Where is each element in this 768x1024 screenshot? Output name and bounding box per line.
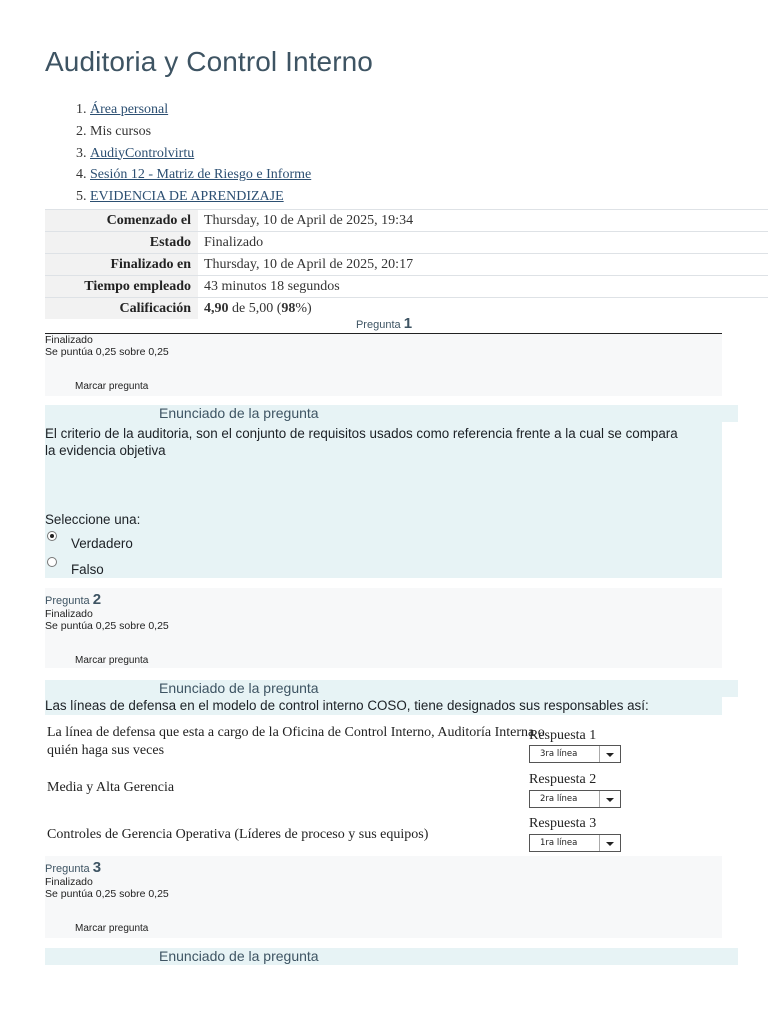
answer-option-verdadero[interactable]: [47, 531, 133, 551]
match-label: Controles de Gerencia Operativa (Líderes de proceso y sus equipos): [47, 827, 429, 842]
grade-end: %): [295, 300, 312, 316]
answer-select-2[interactable]: [529, 790, 621, 808]
question-3-number: [45, 859, 722, 876]
select-value: 3ra línea: [540, 749, 578, 759]
summary-label: Comenzado el: [45, 210, 198, 232]
enunciado-label: Enunciado de la pregunta: [159, 948, 319, 964]
question-text: El criterio de la auditoria, son el conjunto de requisitos usados como referencia frente a la cual se compara la evidencia objetiva: [45, 426, 678, 458]
summary-row-time: [45, 276, 768, 298]
summary-label: Tiempo empleado: [45, 276, 198, 298]
answer-select-3[interactable]: [529, 834, 621, 852]
select-value: 1ra línea: [540, 838, 578, 848]
breadcrumb-link[interactable]: AudiyControlvirtu: [90, 145, 195, 161]
question-1-content: [45, 422, 722, 578]
answer-label: Falso: [71, 562, 104, 577]
select-value: 2ra línea: [540, 794, 578, 804]
question-2-content: [45, 697, 722, 715]
enunciado-label: Enunciado de la pregunta: [159, 680, 319, 696]
question-prefix: Pregunta: [45, 863, 90, 875]
summary-row-state: [45, 232, 768, 254]
attempt-summary-table: [45, 209, 768, 319]
question-1-enunciado-header: [45, 405, 738, 422]
question-number: 1: [403, 315, 413, 332]
breadcrumb-link[interactable]: EVIDENCIA DE APRENDIZAJE: [90, 189, 284, 205]
match-label: Media y Alta Gerencia: [47, 780, 175, 795]
question-1-number: [0, 315, 768, 332]
flag-question-button[interactable]: Marcar pregunta: [75, 923, 149, 934]
breadcrumb-text: Mis cursos: [90, 123, 152, 139]
response-label: Respuesta 3: [529, 816, 597, 831]
question-1-info: [45, 334, 722, 396]
summary-label: Finalizado en: [45, 254, 198, 276]
question-2-info: [45, 588, 722, 668]
radio-unselected[interactable]: [47, 557, 57, 567]
question-number: 3: [92, 859, 102, 876]
breadcrumb-item-session[interactable]: [90, 164, 311, 186]
summary-row-finished: [45, 254, 768, 276]
breadcrumb-link[interactable]: Sesión 12 - Matriz de Riesgo e Informe: [90, 167, 312, 183]
question-status: Finalizado: [45, 334, 93, 346]
page-title: Auditoria y Control Interno: [45, 46, 373, 77]
response-label: Respuesta 1: [529, 728, 597, 743]
chevron-down-icon[interactable]: [599, 746, 620, 762]
enunciado-label: Enunciado de la pregunta: [159, 405, 319, 421]
answer-option-falso[interactable]: [47, 557, 104, 577]
breadcrumb-link[interactable]: Área personal: [90, 102, 169, 117]
grade-score: 4,90: [204, 300, 229, 316]
radio-selected[interactable]: [47, 531, 57, 541]
grade-mid: de 5,00 (: [232, 300, 282, 316]
summary-value: Thursday, 10 de April de 2025, 19:34: [198, 210, 768, 232]
question-score: Se puntúa 0,25 sobre 0,25: [45, 346, 169, 358]
summary-label: Estado: [45, 232, 198, 254]
question-score: Se puntúa 0,25 sobre 0,25: [45, 888, 169, 900]
flag-question-button[interactable]: Marcar pregunta: [75, 655, 149, 666]
summary-label: Calificación: [45, 298, 198, 320]
breadcrumb-item-evidencia[interactable]: [90, 186, 311, 208]
question-number: 2: [92, 591, 102, 608]
match-label: La línea de defensa que esta a cargo de la Oficina de Control Interno, Auditoría Interna o quién haga sus veces: [47, 725, 545, 758]
question-status: Finalizado: [45, 876, 93, 888]
question-status: Finalizado: [45, 608, 93, 620]
question-text: Las líneas de defensa en el modelo de control interno COSO, tiene designados sus responsables así:: [45, 698, 649, 713]
question-3-enunciado-header: [45, 948, 738, 965]
answer-label: Verdadero: [71, 536, 133, 551]
summary-value: Thursday, 10 de April de 2025, 20:17: [198, 254, 768, 276]
summary-row-started: [45, 210, 768, 232]
chevron-down-icon[interactable]: [599, 835, 620, 851]
breadcrumb-item-area-personal[interactable]: [90, 99, 311, 121]
chevron-down-icon[interactable]: [599, 791, 620, 807]
answer-select-1[interactable]: [529, 745, 621, 763]
question-prefix: Pregunta: [355, 319, 401, 331]
question-3-info: [45, 856, 722, 938]
breadcrumb: [40, 99, 311, 208]
question-2-enunciado-header: [45, 680, 738, 697]
question-prefix: Pregunta: [45, 595, 90, 607]
breadcrumb-item-course[interactable]: [90, 143, 311, 165]
question-score: Se puntúa 0,25 sobre 0,25: [45, 620, 169, 632]
flag-question-button[interactable]: Marcar pregunta: [75, 381, 149, 392]
summary-value: Finalizado: [198, 232, 768, 254]
question-2-number: [45, 591, 722, 608]
grade-percent: 98: [281, 300, 296, 316]
breadcrumb-item-mis-cursos: [90, 121, 311, 143]
summary-value: 43 minutos 18 segundos: [198, 276, 768, 298]
select-prompt: Seleccione una:: [45, 512, 141, 527]
response-label: Respuesta 2: [529, 772, 597, 787]
